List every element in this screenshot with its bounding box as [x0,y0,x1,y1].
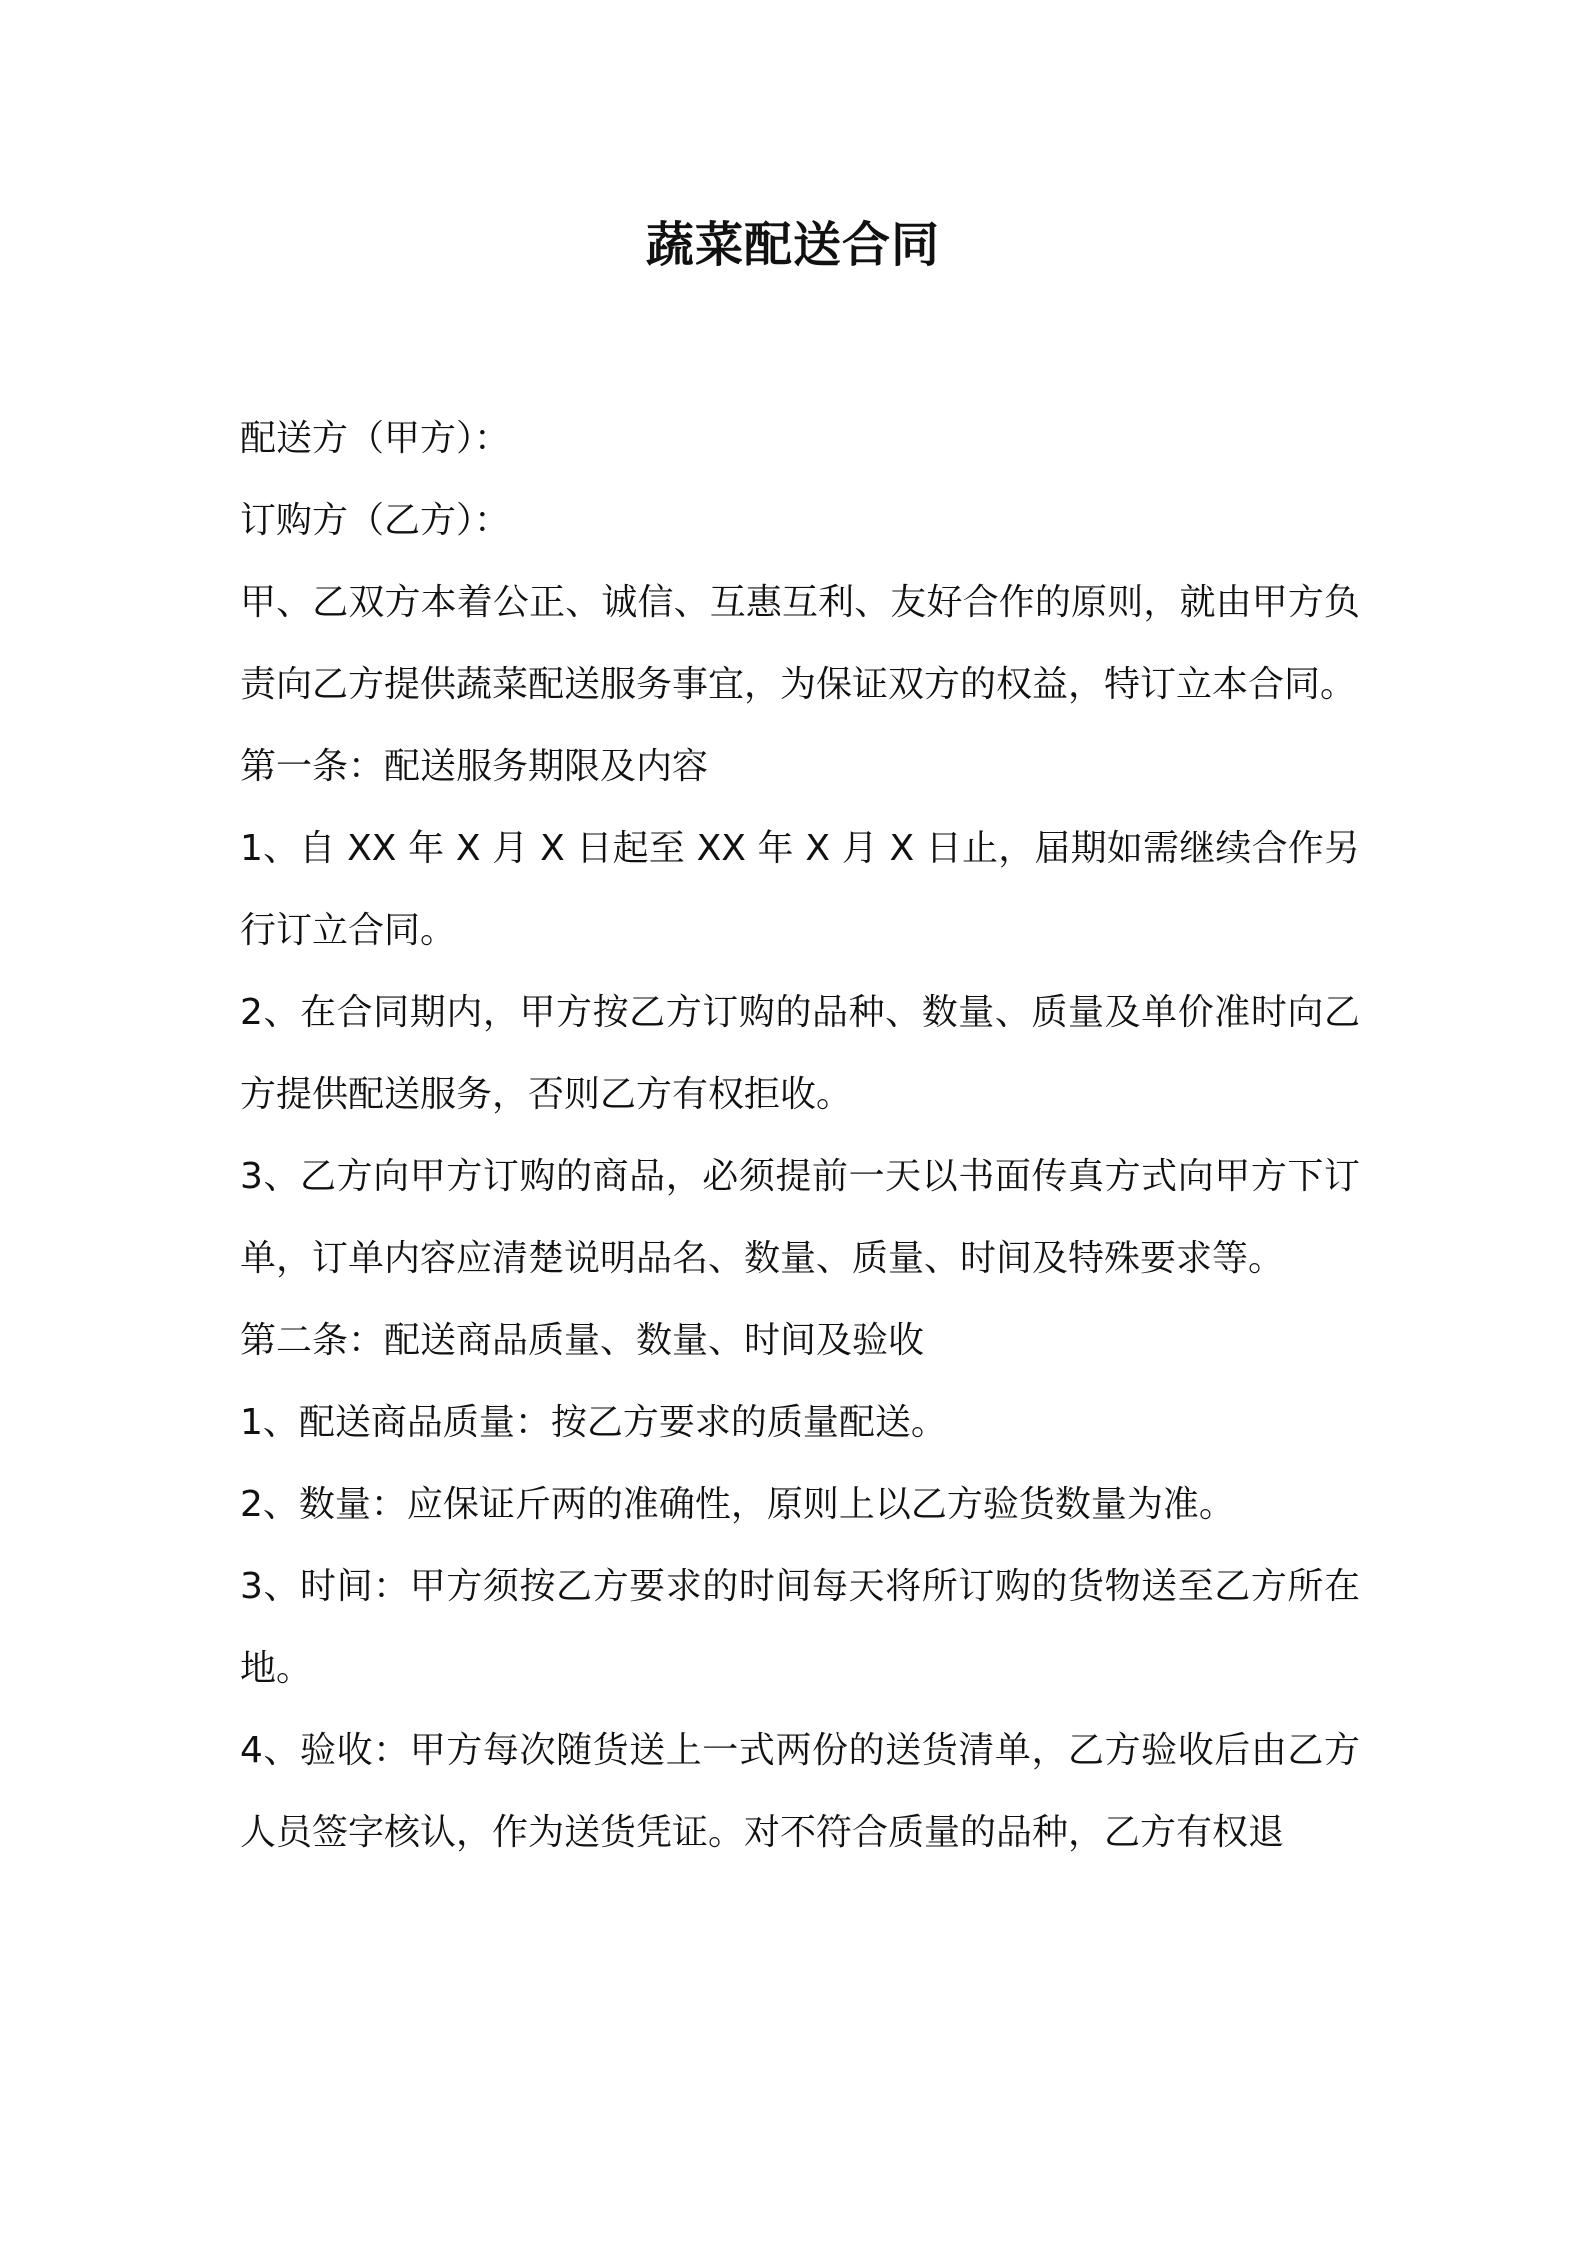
preamble-paragraph: 甲、乙双方本着公正、诚信、互惠互利、友好合作的原则，就由甲方负责向乙方提供蔬菜配送服务事宜，为保证双方的权益，特订立本合同。 [240,582,1360,705]
party-b-line: 订购方（乙方）： [240,500,511,541]
article-1-clause-1: 1、自 XX 年 X 月 X 日起至 XX 年 X 月 X 日止，届期如需继续合作另行订立合同。 [240,828,1360,951]
article-2-clause-4: 4、验收：甲方每次随货送上一式两份的送货清单，乙方验收后由乙方人员签字核认，作为送货凭证。对不符合质量的品种，乙方有权退 [240,1730,1360,1853]
article-1-heading: 第一条：配送服务期限及内容 [240,746,709,787]
document-title: 蔬菜配送合同 [645,217,940,273]
article-2-clause-1: 1、配送商品质量：按乙方要求的质量配送。 [240,1402,947,1443]
document-body [240,398,1360,1874]
article-2-clause-2: 2、数量：应保证斤两的准确性，原则上以乙方验货数量为准。 [240,1484,1235,1525]
article-2-heading: 第二条：配送商品质量、数量、时间及验收 [240,1320,925,1361]
article-2-clause-3: 3、时间：甲方须按乙方要求的时间每天将所订购的货物送至乙方所在地。 [240,1566,1360,1689]
article-1-clause-3: 3、乙方向甲方订购的商品，必须提前一天以书面传真方式向甲方下订单，订单内容应清楚说明品名、数量、质量、时间及特殊要求等。 [240,1156,1360,1279]
article-1-clause-2: 2、在合同期内，甲方按乙方订购的品种、数量、质量及单价准时向乙方提供配送服务，否则乙方有权拒收。 [240,992,1360,1115]
party-a-line: 配送方（甲方）： [240,418,511,459]
